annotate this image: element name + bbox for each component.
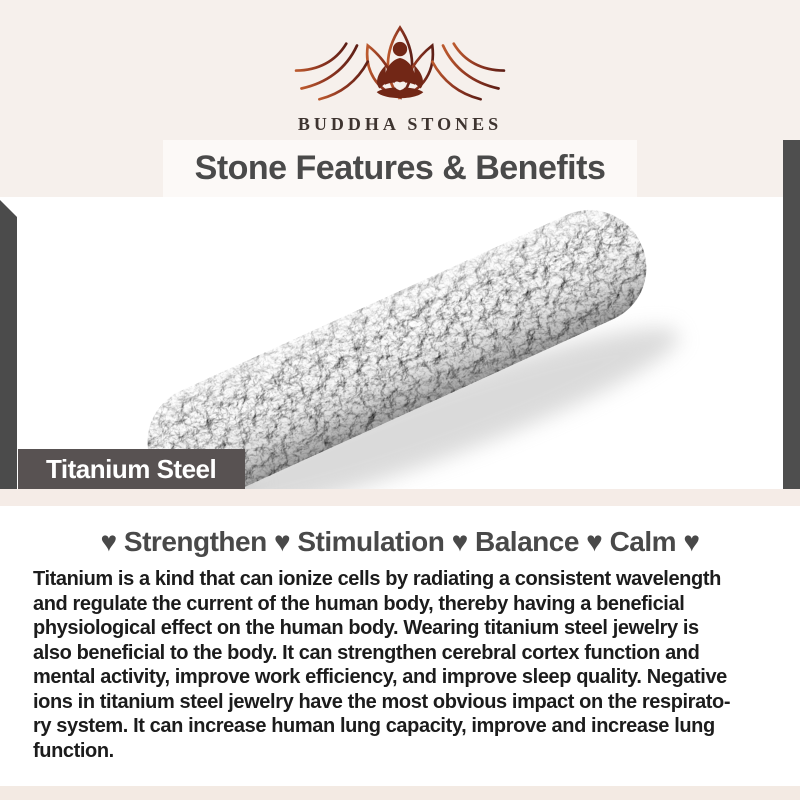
stone-name-text: Titanium Steel — [46, 453, 217, 484]
titanium-bar-image — [0, 197, 800, 489]
brand-name: BUDDHA STONES — [297, 114, 503, 134]
stone-name-label — [18, 449, 245, 489]
paragraph-line: mental activity, improve work efficiency, and improve sleep quality. Negative — [33, 666, 727, 688]
benefits-heading: ♥ Strengthen ♥ Stimulation ♥ Balance ♥ Calm ♥ — [100, 526, 700, 557]
bottom-band — [0, 786, 800, 800]
product-photo — [0, 197, 800, 489]
lotus-meditation-icon — [290, 24, 510, 110]
paragraph-line: physiological effect on the human body. Wearing titanium steel jewelry is — [33, 617, 699, 639]
benefits-section — [0, 506, 800, 786]
paragraph-line: Titanium is a kind that can ionize cells by radiating a consistent wavelength — [33, 568, 721, 590]
paragraph-line: ry system. It can increase human lung capacity, improve and increase lung — [33, 715, 715, 737]
banner-title: Stone Features & Benefits — [194, 149, 606, 187]
paragraph-line: and regulate the current of the human body, thereby having a beneficial — [33, 592, 685, 615]
divider-band — [0, 489, 800, 506]
paragraph-line: ions in titanium steel jewelry have the most obvious impact on the respirato- — [33, 690, 731, 713]
paragraph-line: also beneficial to the body. It can strengthen cerebral cortex function and — [33, 641, 700, 664]
benefits-paragraph — [33, 567, 778, 763]
header — [0, 0, 800, 197]
buddha-stones-logo — [290, 24, 510, 110]
paragraph-line: function. — [33, 739, 114, 762]
title-banner — [163, 140, 637, 197]
